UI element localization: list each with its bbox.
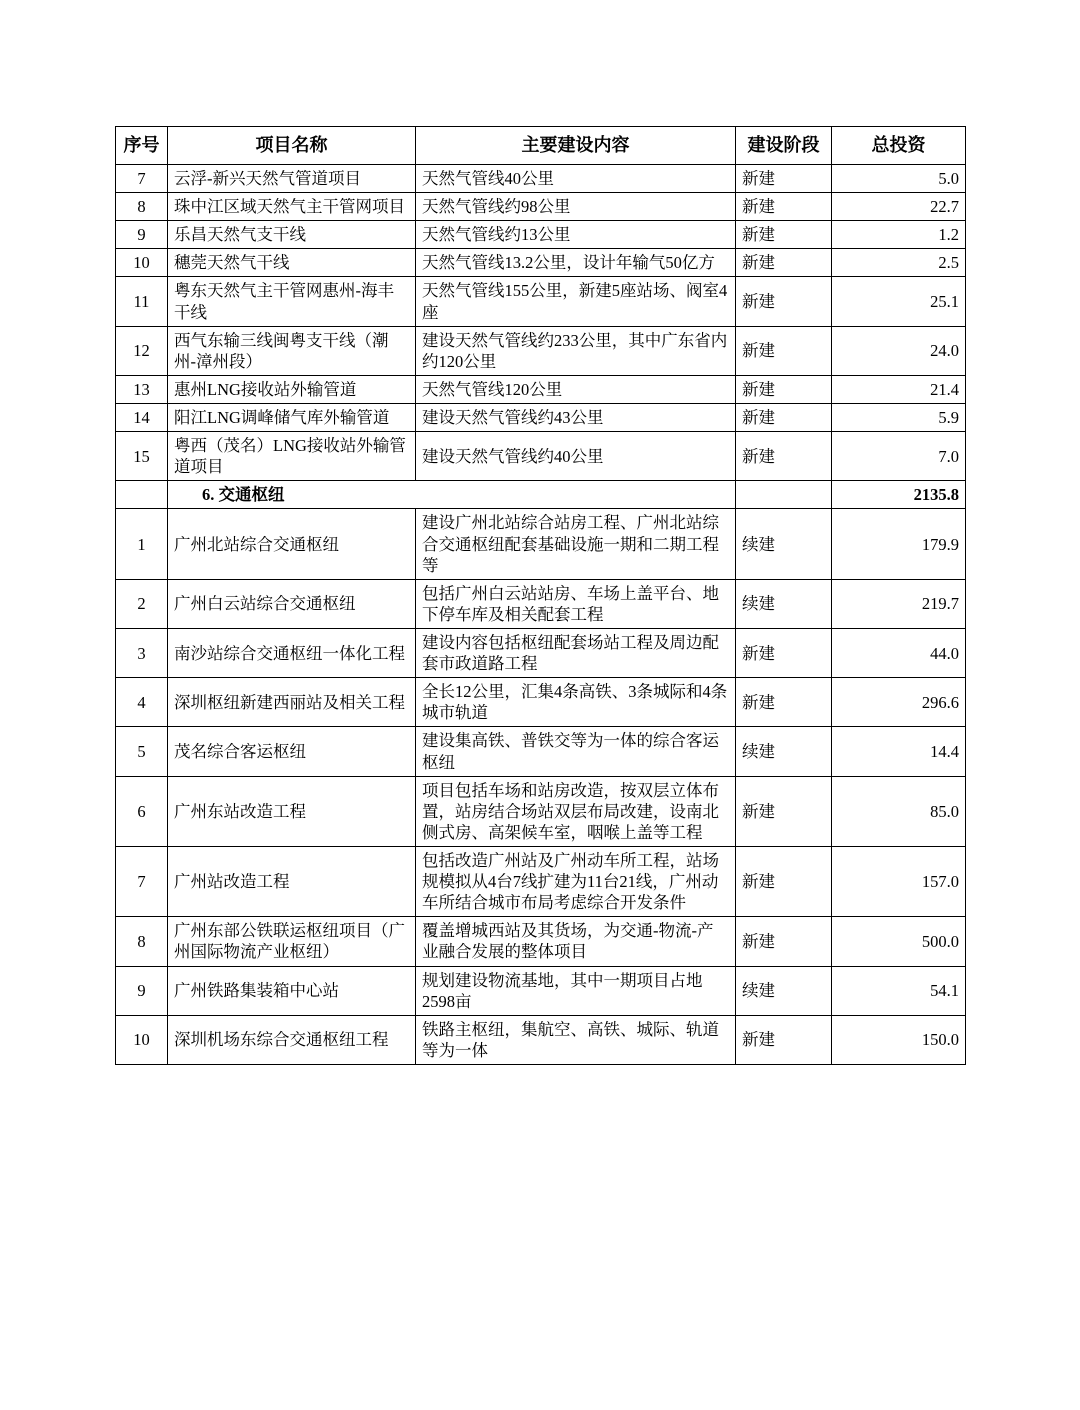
cell-investment: 500.0 bbox=[832, 917, 966, 966]
cell-investment: 2.5 bbox=[832, 249, 966, 277]
table-body bbox=[116, 165, 966, 1065]
cell-description: 建设内容包括枢纽配套场站工程及周边配套市政道路工程 bbox=[416, 629, 736, 678]
cell-project-name: 广州东站改造工程 bbox=[168, 776, 416, 846]
cell-project-name: 广州东部公铁联运枢纽项目（广州国际物流产业枢纽） bbox=[168, 917, 416, 966]
cell-project-name: 广州铁路集装箱中心站 bbox=[168, 966, 416, 1015]
cell-description: 包括改造广州站及广州动车所工程，站场规模拟从4台7线扩建为11台21线，广州动车所结合城市布局考虑综合开发条件 bbox=[416, 846, 736, 916]
table-row bbox=[116, 432, 966, 481]
cell-project-name: 深圳机场东综合交通枢纽工程 bbox=[168, 1015, 416, 1064]
table-row bbox=[116, 277, 966, 326]
cell-stage: 新建 bbox=[736, 776, 832, 846]
cell-investment: 7.0 bbox=[832, 432, 966, 481]
table-header bbox=[116, 127, 966, 165]
cell-description: 铁路主枢纽，集航空、高铁、城际、轨道等为一体 bbox=[416, 1015, 736, 1064]
cell-project-name: 西气东输三线闽粤支干线（潮州-漳州段） bbox=[168, 326, 416, 375]
table-row bbox=[116, 375, 966, 403]
table-row bbox=[116, 917, 966, 966]
table-row bbox=[116, 165, 966, 193]
cell-project-name: 茂名综合客运枢纽 bbox=[168, 727, 416, 776]
cell-description: 天然气管线约13公里 bbox=[416, 221, 736, 249]
cell-seq: 10 bbox=[116, 249, 168, 277]
cell-investment: 44.0 bbox=[832, 629, 966, 678]
cell-seq: 11 bbox=[116, 277, 168, 326]
table-section-row bbox=[116, 481, 966, 509]
cell-description: 天然气管线155公里，新建5座站场、阀室4座 bbox=[416, 277, 736, 326]
table-row bbox=[116, 249, 966, 277]
cell-stage: 新建 bbox=[736, 917, 832, 966]
cell-project-name: 穗莞天然气干线 bbox=[168, 249, 416, 277]
cell-project-name: 惠州LNG接收站外输管道 bbox=[168, 375, 416, 403]
cell-seq: 12 bbox=[116, 326, 168, 375]
cell-investment: 22.7 bbox=[832, 193, 966, 221]
cell-stage: 新建 bbox=[736, 277, 832, 326]
cell-investment: 5.0 bbox=[832, 165, 966, 193]
column-header-name: 项目名称 bbox=[168, 127, 416, 165]
cell-seq: 4 bbox=[116, 678, 168, 727]
cell-stage: 续建 bbox=[736, 966, 832, 1015]
cell-project-name: 广州站改造工程 bbox=[168, 846, 416, 916]
table-row bbox=[116, 326, 966, 375]
cell-project-name: 广州白云站综合交通枢纽 bbox=[168, 579, 416, 628]
cell-stage: 续建 bbox=[736, 579, 832, 628]
cell-stage: 新建 bbox=[736, 165, 832, 193]
cell-seq: 15 bbox=[116, 432, 168, 481]
table-row bbox=[116, 1015, 966, 1064]
table-row bbox=[116, 221, 966, 249]
cell-project-name: 深圳枢纽新建西丽站及相关工程 bbox=[168, 678, 416, 727]
cell-investment: 21.4 bbox=[832, 375, 966, 403]
cell-seq: 8 bbox=[116, 917, 168, 966]
cell-project-name: 阳江LNG调峰储气库外输管道 bbox=[168, 404, 416, 432]
column-header-stage: 建设阶段 bbox=[736, 127, 832, 165]
cell-project-name: 乐昌天然气支干线 bbox=[168, 221, 416, 249]
cell-description: 天然气管线约98公里 bbox=[416, 193, 736, 221]
cell-seq: 3 bbox=[116, 629, 168, 678]
cell-project-name: 粤西（茂名）LNG接收站外输管道项目 bbox=[168, 432, 416, 481]
cell-description: 项目包括车场和站房改造，按双层立体布置，站房结合场站双层布局改建，设南北侧式房、高架候车室，咽喉上盖等工程 bbox=[416, 776, 736, 846]
cell-investment: 179.9 bbox=[832, 509, 966, 579]
cell-investment: 14.4 bbox=[832, 727, 966, 776]
cell-seq: 2 bbox=[116, 579, 168, 628]
table-header-row bbox=[116, 127, 966, 165]
cell-description: 天然气管线120公里 bbox=[416, 375, 736, 403]
cell-investment: 2135.8 bbox=[832, 481, 966, 509]
table-row bbox=[116, 629, 966, 678]
cell-stage: 新建 bbox=[736, 432, 832, 481]
cell-investment: 24.0 bbox=[832, 326, 966, 375]
cell-seq: 7 bbox=[116, 846, 168, 916]
table-row bbox=[116, 678, 966, 727]
table-row bbox=[116, 776, 966, 846]
cell-stage bbox=[736, 481, 832, 509]
cell-investment: 85.0 bbox=[832, 776, 966, 846]
cell-stage: 续建 bbox=[736, 727, 832, 776]
cell-description: 规划建设物流基地，其中一期项目占地2598亩 bbox=[416, 966, 736, 1015]
cell-investment: 150.0 bbox=[832, 1015, 966, 1064]
cell-description: 包括广州白云站站房、车场上盖平台、地下停车库及相关配套工程 bbox=[416, 579, 736, 628]
cell-stage: 新建 bbox=[736, 404, 832, 432]
cell-seq: 14 bbox=[116, 404, 168, 432]
cell-project-name: 广州北站综合交通枢纽 bbox=[168, 509, 416, 579]
cell-project-name: 南沙站综合交通枢纽一体化工程 bbox=[168, 629, 416, 678]
cell-stage: 新建 bbox=[736, 846, 832, 916]
cell-description: 天然气管线13.2公里，设计年输气50亿方 bbox=[416, 249, 736, 277]
cell-seq: 13 bbox=[116, 375, 168, 403]
cell-stage: 新建 bbox=[736, 1015, 832, 1064]
cell-investment: 157.0 bbox=[832, 846, 966, 916]
cell-stage: 新建 bbox=[736, 249, 832, 277]
cell-description: 天然气管线40公里 bbox=[416, 165, 736, 193]
table-row bbox=[116, 193, 966, 221]
column-header-seq: 序号 bbox=[116, 127, 168, 165]
table-row bbox=[116, 966, 966, 1015]
cell-description: 覆盖增城西站及其货场，为交通-物流-产业融合发展的整体项目 bbox=[416, 917, 736, 966]
cell-description: 建设天然气管线约43公里 bbox=[416, 404, 736, 432]
cell-stage: 新建 bbox=[736, 221, 832, 249]
cell-seq: 9 bbox=[116, 966, 168, 1015]
cell-project-name: 粤东天然气主干管网惠州-海丰干线 bbox=[168, 277, 416, 326]
column-header-investment: 总投资 bbox=[832, 127, 966, 165]
cell-project-name: 珠中江区域天然气主干管网项目 bbox=[168, 193, 416, 221]
cell-stage: 新建 bbox=[736, 193, 832, 221]
cell-seq: 7 bbox=[116, 165, 168, 193]
cell-stage: 新建 bbox=[736, 678, 832, 727]
table-row bbox=[116, 727, 966, 776]
cell-seq: 8 bbox=[116, 193, 168, 221]
cell-project-name: 云浮-新兴天然气管道项目 bbox=[168, 165, 416, 193]
project-table-container bbox=[115, 126, 965, 1065]
cell-seq: 10 bbox=[116, 1015, 168, 1064]
cell-investment: 54.1 bbox=[832, 966, 966, 1015]
cell-investment: 1.2 bbox=[832, 221, 966, 249]
cell-investment: 296.6 bbox=[832, 678, 966, 727]
cell-section-title: 6. 交通枢纽 bbox=[168, 481, 736, 509]
project-table bbox=[115, 126, 966, 1065]
cell-stage: 新建 bbox=[736, 326, 832, 375]
cell-seq: 5 bbox=[116, 727, 168, 776]
cell-stage: 新建 bbox=[736, 629, 832, 678]
cell-seq: 9 bbox=[116, 221, 168, 249]
cell-investment: 219.7 bbox=[832, 579, 966, 628]
cell-description: 建设集高铁、普铁交等为一体的综合客运枢纽 bbox=[416, 727, 736, 776]
table-row bbox=[116, 579, 966, 628]
cell-stage: 新建 bbox=[736, 375, 832, 403]
table-row bbox=[116, 846, 966, 916]
table-row bbox=[116, 404, 966, 432]
cell-stage: 续建 bbox=[736, 509, 832, 579]
cell-investment: 5.9 bbox=[832, 404, 966, 432]
cell-description: 建设天然气管线约40公里 bbox=[416, 432, 736, 481]
cell-description: 全长12公里，汇集4条高铁、3条城际和4条城市轨道 bbox=[416, 678, 736, 727]
cell-description: 建设天然气管线约233公里，其中广东省内约120公里 bbox=[416, 326, 736, 375]
cell-description: 建设广州北站综合站房工程、广州北站综合交通枢纽配套基础设施一期和二期工程等 bbox=[416, 509, 736, 579]
column-header-desc: 主要建设内容 bbox=[416, 127, 736, 165]
cell-investment: 25.1 bbox=[832, 277, 966, 326]
cell-seq bbox=[116, 481, 168, 509]
cell-seq: 6 bbox=[116, 776, 168, 846]
table-row bbox=[116, 509, 966, 579]
cell-seq: 1 bbox=[116, 509, 168, 579]
